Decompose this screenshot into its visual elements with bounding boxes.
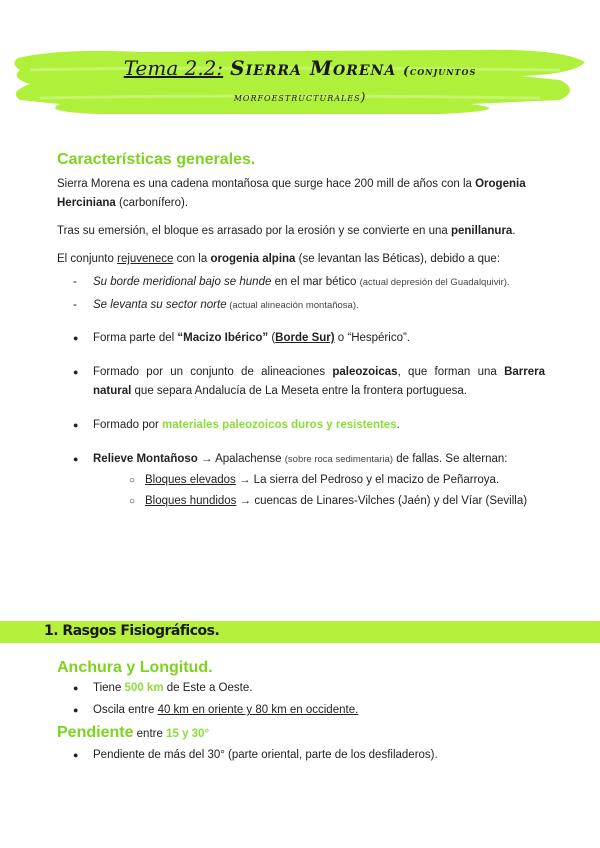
pendiente-label: Pendiente [57, 724, 134, 741]
b2-text-c: , que forman una [397, 366, 505, 378]
dash-item-1 [73, 273, 545, 292]
b4-bold: Relieve Montañoso [93, 453, 198, 465]
b1-bold-underlined: Borde Sur) [275, 332, 335, 344]
pendiente-range: 15 y 30° [166, 728, 210, 740]
sub2-underlined: Bloques hundidos [145, 495, 237, 507]
title-banner [0, 40, 600, 120]
paragraph-3 [57, 250, 545, 269]
p3-text-e: (se levantan las Béticas), debido a que: [295, 253, 501, 265]
pendiente-heading [57, 723, 545, 744]
anchura-item-2 [73, 701, 545, 720]
p1-bold: Orogenia Herciniana [57, 178, 526, 209]
sub1-text: → La sierra del Pedroso y el macizo de Peñarroya. [235, 474, 500, 486]
fisiografico-section [57, 658, 545, 768]
pendiente-entre: entre [133, 728, 167, 740]
dash1-italic: Su borde meridional bajo se hunde [93, 276, 272, 288]
p3-bold: orogenia alpina [210, 253, 296, 265]
sub-item-1 [129, 471, 545, 490]
b3-text-a: Formado por [93, 419, 163, 431]
b2-text-e: que separa Andalucía de La Meseta entre la frontera portuguesa. [131, 385, 467, 397]
b4-text-b: → Apalachense [197, 453, 285, 465]
bullet-item-3 [73, 416, 545, 435]
bullet-item-4 [73, 450, 545, 511]
p3-text-c: con la [173, 253, 211, 265]
dash2-italic: Se levanta su sector norte [93, 299, 227, 311]
pendiente-item-1: ● Pendiente de más del 30° (parte oriental, parte de los desfiladeros). [73, 746, 545, 765]
paragraph-2 [57, 222, 545, 241]
title-line-2: morfoestructurales) [233, 90, 367, 104]
p2-text-c: . [512, 225, 516, 237]
b3-text-c: . [396, 419, 400, 431]
b3-green: materiales paleozoicos duros y resistentes [162, 419, 397, 431]
b2-text-a: Formado por un conjunto de alineaciones [93, 366, 333, 378]
b4-note: (sobre roca sedimentaria) [284, 454, 394, 465]
b1-text-a: Forma parte del [93, 332, 178, 344]
b1-text-c: ( [268, 332, 276, 344]
dash-list [57, 273, 545, 315]
brush-stroke-background [0, 40, 600, 120]
a2-text-a: Oscila entre [93, 704, 158, 716]
section-band [0, 621, 600, 643]
a2-underlined: 40 km en oriente y 80 km en occidente. [157, 704, 359, 716]
b2-bold: paleozoicas [332, 366, 398, 378]
dash1-text: en el mar bético [271, 276, 360, 288]
p1-text-a: Sierra Morena es una cadena montañosa que surge hace 200 mill de años con la [57, 178, 476, 190]
pendiente-list [57, 746, 545, 765]
p2-text-a: Tras su emersión, el bloque es arrasado por la erosión y se convierte en una [57, 225, 451, 237]
page-title [0, 56, 600, 80]
bullet-list [57, 329, 545, 511]
p3-underlined: rejuvenece [117, 253, 174, 265]
anchura-heading: Anchura y Longitud. [57, 659, 213, 676]
anchura-item-1 [73, 679, 545, 698]
b1-bold: “Macizo Ibérico” [177, 332, 269, 344]
sub-item-2 [129, 492, 545, 511]
sub-list [93, 471, 545, 511]
b2-bold-2: Barrera natural [93, 366, 545, 397]
general-section [57, 150, 545, 526]
a1-text-c: de Este a Oeste. [163, 682, 253, 694]
paragraph-1 [57, 175, 545, 213]
title-main: Sierra Morena [230, 56, 397, 80]
p1-text-c: (carbonífero). [115, 197, 189, 209]
section-band-label: 1. Rasgos Fisiográficos. [44, 623, 220, 639]
dash1-note: (actual depresión del Guadalquivir). [359, 277, 510, 288]
a1-text-a: Tiene [93, 682, 125, 694]
general-heading: Características generales. [57, 151, 256, 168]
sub1-underlined: Bloques elevados [145, 474, 236, 486]
title-prefix: Tema 2.2: [123, 56, 224, 80]
dash2-note: (actual alineación montañosa). [226, 300, 359, 311]
sub2-text: → cuencas de Linares-Vilches (Jaén) y del Víar (Sevilla) [236, 495, 528, 507]
p3-text-a: El conjunto [57, 253, 118, 265]
anchura-list [57, 679, 545, 720]
p2-bold: penillanura [450, 225, 513, 237]
bullet-item-1 [73, 329, 545, 348]
b1-text-e: o “Hespérico”. [334, 332, 410, 344]
bullet-item-2 [73, 363, 545, 401]
dash-item-2 [73, 296, 545, 315]
a1-green: 500 km [124, 682, 164, 694]
b4-text-d: de fallas. Se alternan: [393, 453, 508, 465]
title-paren: (conjuntos [403, 64, 477, 78]
